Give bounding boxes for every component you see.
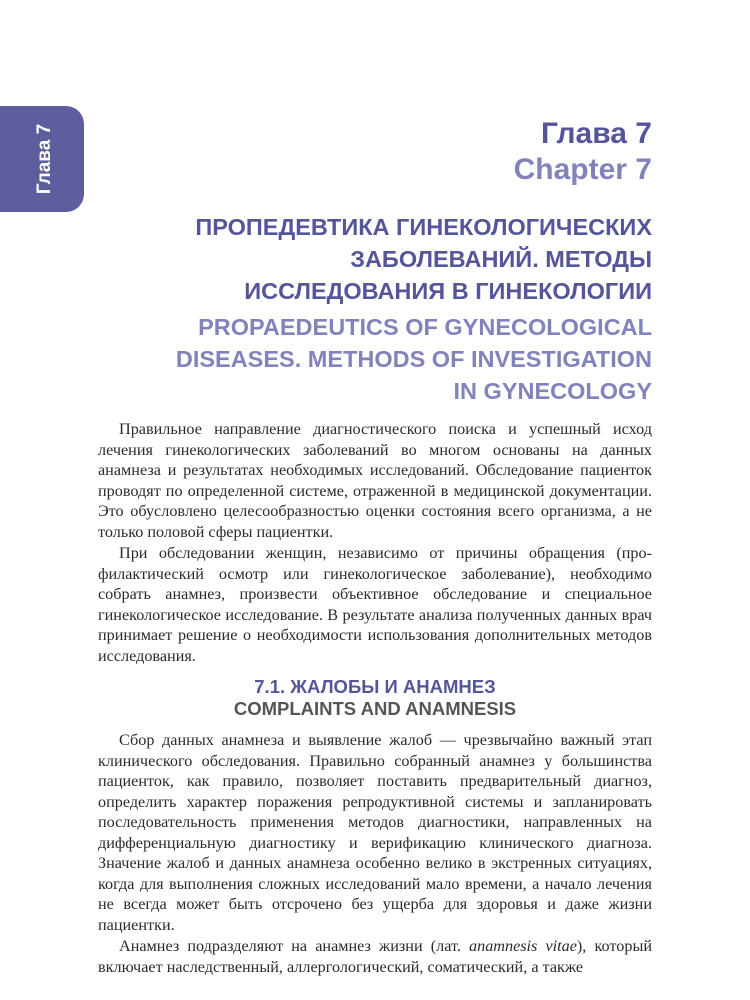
paragraph-text-start: Анамнез подразделяют на анамнез жизни (лат. [119,937,469,955]
chapter-title-ru-line: ИССЛЕДОВАНИЯ В ГИНЕКОЛОГИИ [244,278,652,304]
chapter-title-ru [92,211,652,307]
paragraph-text-end: ), который включает наследственный, аллергологический, соматический, а также [98,937,652,976]
section-heading [98,676,652,720]
latin-term: anamnesis vitae [469,937,577,955]
chapter-title-en-line: DISEASES. METHODS OF INVESTIGATION [175,346,652,372]
chapter-side-tab-label: Глава 7 [34,123,55,195]
section-paragraph-2 [98,936,652,977]
chapter-title-en-line: PROPAEDEUTICS OF GYNECOLOGICAL [198,314,652,340]
chapter-title-en-line: IN GYNECOLOGY [453,378,652,404]
section-text [98,730,652,977]
intro-text [98,419,652,666]
intro-paragraph-2: При обследовании женщин, независимо от причины обращения (профилактический осмотр или гинекологическое заболевание), необходимо собрать анамнез, произвести объективное обследование и специальное гинекологическое исследование. В результате анализа полученных данных врач принимает решение о необходимости использования дополнительных методов исследования. [98,544,652,665]
chapter-title-en [92,311,652,407]
chapter-number-ru: Глава 7 [540,117,652,150]
section-paragraph-1: Сбор данных анамнеза и выявление жалоб — чрезвычайно важный этап клинического обследования. Правильно собранный анамнез у большинства пациенток, как правило, позволяет поставить предварительный диагноз, определить характер поражения репродуктивной системы и запланировать последовательность применения методов диагностики, направленных на дифференциальную диагностику и верификацию клинического диагноза. Значение жалоб и данных анамнеза особенно велико в экстренных ситуациях, когда для выполнения сложных исследований мало времени, а начало лечения не всегда может быть отсрочено без ущерба для здоровья и даже жизни пациентки. [98,731,652,934]
chapter-heading [92,116,652,407]
chapter-number-en: Chapter 7 [513,153,652,186]
intro-paragraph-1: Правильное направление диагностического поиска и успешный исход лечения гинекологических заболеваний во многом основаны на данных анамнеза и результатах необходимых исследований. Обследование пациенток проводят по определенной системе, отраженной в медицинской документации. Это обусловлено целесообразностью оценки состояния всего организма, а не только половой сферы пациентки. [98,420,652,541]
chapter-title-ru-line: ПРОПЕДЕВТИКА ГИНЕКОЛОГИЧЕСКИХ [195,214,652,240]
section-title-ru: 7.1. ЖАЛОБЫ И АНАМНЕЗ [254,676,496,697]
section-title-en: COMPLAINTS AND ANAMNESIS [233,698,517,719]
chapter-title-ru-line: ЗАБОЛЕВАНИЙ. МЕТОДЫ [350,246,652,272]
